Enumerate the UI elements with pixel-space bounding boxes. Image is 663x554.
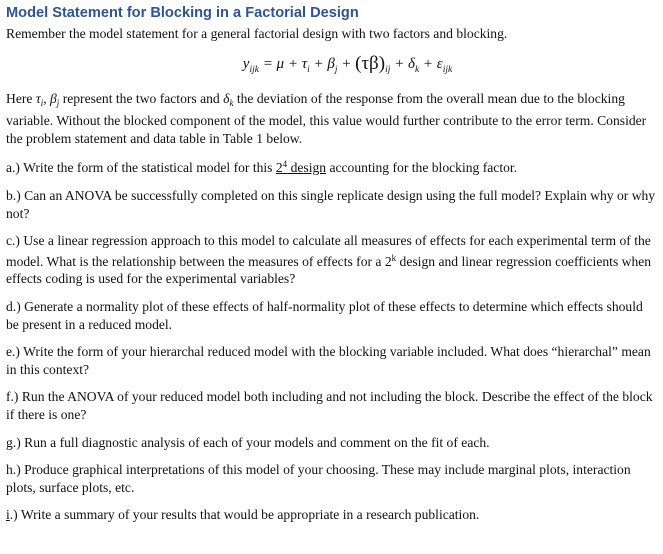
eq-delta-sub: k bbox=[414, 64, 420, 75]
page-title: Model Statement for Blocking in a Factorial Design bbox=[6, 5, 359, 21]
eq-lhs: y bbox=[242, 55, 250, 72]
delta-symbol: δ bbox=[223, 90, 230, 106]
eq-beta-sub: j bbox=[334, 64, 338, 75]
eq-beta: + β bbox=[309, 55, 335, 72]
model-equation bbox=[6, 54, 659, 80]
question-c-tail: design and linear regression coefficients when effects coding is used for the experimental variables? bbox=[6, 253, 652, 287]
question-e: e.) Write the form of your hierarchal reduced model with the blocking variable included. What does “hierarchal” mean in this context? bbox=[6, 344, 651, 377]
question-i bbox=[6, 506, 659, 524]
eq-eps: + ε bbox=[419, 55, 443, 72]
eq-lhs-sub: ijk bbox=[249, 64, 259, 75]
tau-symbol: τ bbox=[35, 90, 41, 106]
question-c-text: c.) Use a linear regression approach to this model to calculate all measures of effects for each experimental term of the model. What is the relationship between the measures of effects for a 2 bbox=[6, 233, 651, 269]
eq-plus: + bbox=[337, 55, 356, 72]
explanation-text-3: the deviation of the response from the overall mean due to the blocking variable. Without the blocked component of the model, this value would further contribute to the error term. Consider the problem statement and data table in Table 1 below. bbox=[6, 90, 647, 146]
question-d: d.) Generate a normality plot of these effects of half-normality plot of these effects to determine which effects should be present in a reduced model. bbox=[6, 298, 643, 332]
question-a-text: a.) Write the form of the statistical model for this bbox=[6, 160, 276, 176]
question-f: f.) Run the ANOVA of your reduced model both including and not including the block. Describe the effect of the block if there is one? bbox=[6, 389, 653, 422]
eq-delta: + δ bbox=[390, 55, 415, 72]
eq-eps-sub: ijk bbox=[442, 64, 453, 75]
question-c-sup: k bbox=[391, 252, 397, 263]
question-b: b.) Can an ANOVA be successfully completed on this single replicate design using the full model? Explain why or why not? bbox=[6, 187, 656, 221]
explanation-paragraph bbox=[6, 90, 659, 148]
explanation-comma: , bbox=[43, 90, 50, 106]
design-link bbox=[276, 160, 326, 175]
explanation-text-1: Here bbox=[6, 90, 36, 106]
question-i-text: .) Write a summary of your results that would be appropriate in a research publication. bbox=[9, 507, 480, 523]
document-page bbox=[6, 4, 659, 524]
question-h: h.) Produce graphical interpretations of this model of your choosing. These may include marginal plots, interaction plots, surface plots, etc. bbox=[6, 462, 631, 495]
eq-interaction-sub: ij bbox=[385, 64, 391, 75]
question-c bbox=[6, 232, 659, 288]
design-link-sup: 4 bbox=[282, 159, 288, 170]
eq-mu-tau: = μ + τ bbox=[258, 55, 308, 72]
beta-sub: j bbox=[56, 97, 60, 108]
intro-paragraph: Remember the model statement for a general factorial design with two factors and blocking. bbox=[6, 26, 508, 41]
question-a-tail: accounting for the blocking factor. bbox=[326, 160, 518, 176]
eq-interaction: (τβ) bbox=[355, 52, 386, 74]
design-link-rest: design bbox=[287, 160, 327, 176]
beta-symbol: β bbox=[50, 90, 57, 106]
tau-sub: i bbox=[40, 97, 44, 108]
design-link-base: 2 bbox=[275, 160, 283, 176]
delta-sub: k bbox=[229, 97, 234, 108]
eq-tau-sub: i bbox=[307, 64, 310, 75]
question-a bbox=[6, 156, 659, 177]
question-g: g.) Run a full diagnostic analysis of each of your models and comment on the fit of each. bbox=[6, 434, 490, 450]
explanation-text-2: represent the two factors and bbox=[59, 90, 224, 106]
question-i-letter: i bbox=[6, 507, 10, 523]
